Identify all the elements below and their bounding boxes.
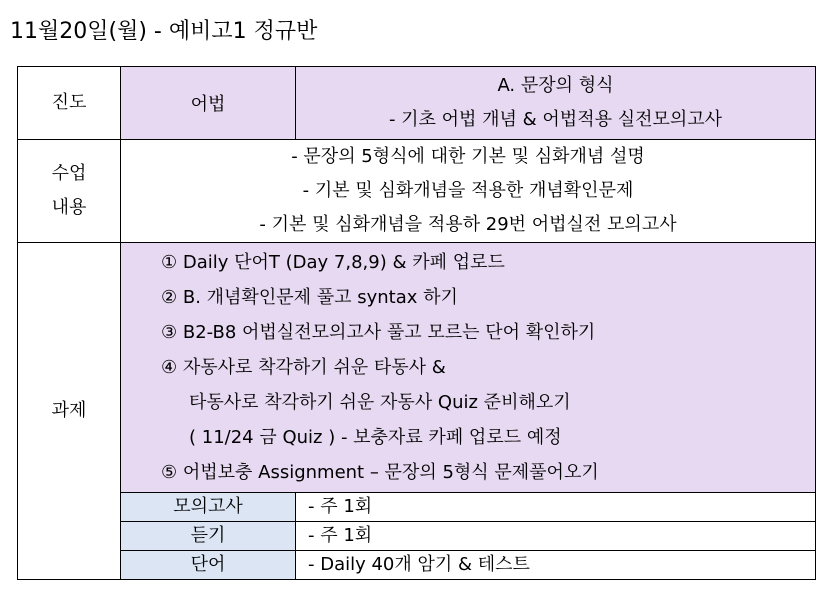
page-title: 11월20일(월) - 예비고1 정규반 (10, 19, 318, 44)
content-line: - 문장의 5형식에 대한 기본 및 심화개념 설명 (291, 146, 645, 167)
progress-label: 진도 (18, 67, 121, 140)
progress-row (18, 67, 816, 140)
progress-line: - 기초 어법 개념 & 어법적용 실전모의고사 (388, 109, 723, 130)
homework-item: ( 11/24 금 Quiz ) - 보충자료 카페 업로드 예정 (189, 427, 562, 448)
subrow-value: - Daily 40개 암기 & 테스트 (296, 551, 816, 580)
content-line: - 기본 및 심화개념을 적용한 개념확인문제 (302, 180, 634, 201)
homework-subrow (18, 551, 816, 580)
homework-row (18, 243, 816, 493)
content-detail (121, 140, 816, 243)
homework-detail (121, 243, 816, 493)
progress-line: A. 문장의 형식 (497, 75, 614, 96)
class-plan-table (17, 66, 816, 580)
homework-item: ⑤ 어법보충 Assignment – 문장의 5형식 문제풀어오기 (161, 462, 599, 483)
homework-item: ② B. 개념확인문제 풀고 syntax 하기 (161, 287, 458, 308)
content-row (18, 140, 816, 243)
homework-subrow (18, 493, 816, 522)
content-label (18, 140, 121, 243)
content-label-line: 수업 (51, 163, 87, 184)
content-line: - 기본 및 심화개념을 적용하 29번 어법실전 모의고사 (259, 214, 677, 235)
subrow-label: 단어 (121, 551, 296, 580)
subrow-label: 모의고사 (121, 493, 296, 522)
homework-item: ④ 자동사로 착각하기 쉬운 타동사 & (161, 357, 446, 378)
subrow-value: - 주 1회 (296, 522, 816, 551)
homework-item: ③ B2-B8 어법실전모의고사 풀고 모르는 단어 확인하기 (161, 322, 596, 343)
content-label-line: 내용 (51, 197, 87, 218)
subrow-label: 듣기 (121, 522, 296, 551)
progress-detail (296, 67, 816, 140)
homework-item: ① Daily 단어T (Day 7,8,9) & 카페 업로드 (161, 252, 505, 273)
homework-item: 타동사로 착각하기 쉬운 자동사 Quiz 준비해오기 (189, 392, 571, 413)
subrow-value: - 주 1회 (296, 493, 816, 522)
homework-label: 과제 (18, 243, 121, 580)
progress-subject: 어법 (121, 67, 296, 140)
homework-subrow (18, 522, 816, 551)
